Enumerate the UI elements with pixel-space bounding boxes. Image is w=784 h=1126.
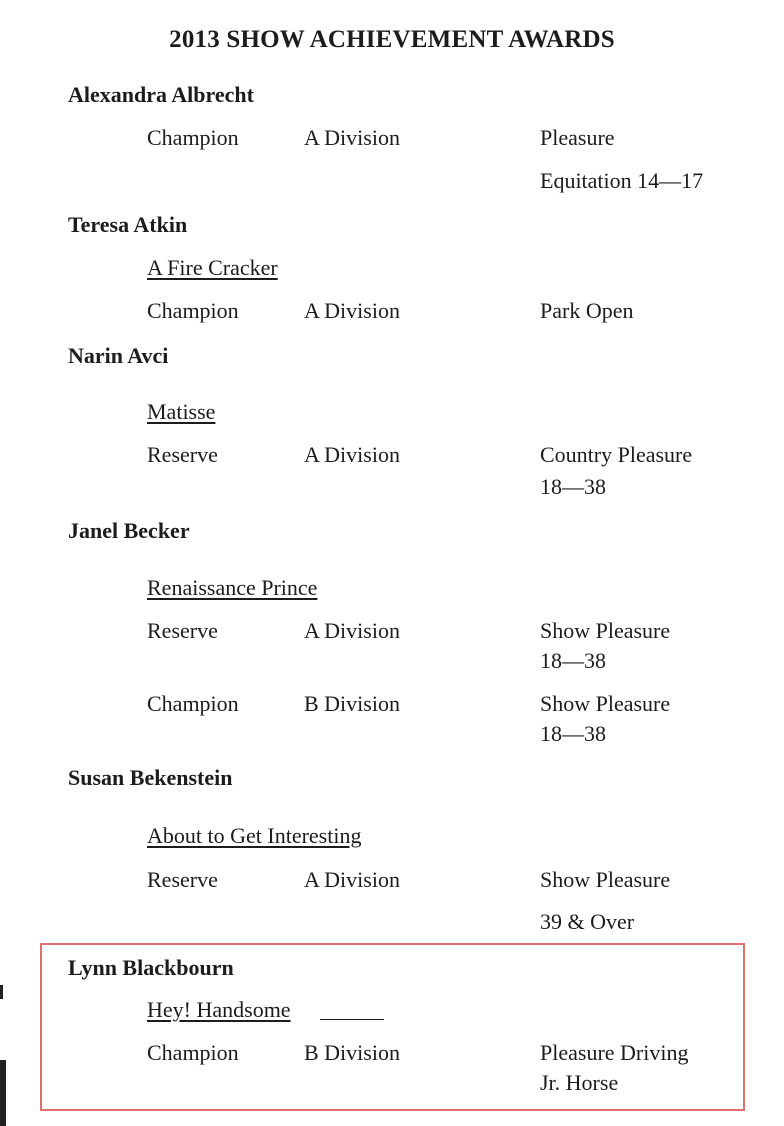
blank-underline [320, 1019, 384, 1020]
horse-name: Matisse [147, 399, 216, 424]
award-place: Reserve [147, 867, 218, 892]
entrant-name: Susan Bekenstein [68, 765, 233, 790]
entrant-name: Narin Avci [68, 343, 169, 368]
award-class: Country Pleasure [540, 442, 693, 467]
scan-edge-mark [0, 1060, 6, 1126]
award-division: B Division [304, 1040, 400, 1065]
award-place: Champion [147, 298, 239, 323]
award-division: A Division [304, 442, 400, 467]
award-class-detail: Jr. Horse [540, 1070, 619, 1095]
award-place: Champion [147, 691, 239, 716]
award-place: Reserve [147, 442, 218, 467]
award-division: A Division [304, 125, 400, 150]
horse-name: Hey! Handsome [147, 997, 291, 1022]
page-title: 2013 SHOW ACHIEVEMENT AWARDS [169, 26, 615, 53]
award-class-detail: 18—38 [540, 474, 606, 499]
entrant-name: Lynn Blackbourn [68, 955, 234, 980]
award-class: Show Pleasure [540, 691, 671, 716]
entrant-name: Teresa Atkin [68, 212, 188, 237]
horse-name: About to Get Interesting [147, 823, 362, 848]
award-division: A Division [304, 867, 400, 892]
award-class: Show Pleasure [540, 867, 671, 892]
award-class-detail: 18—38 [540, 721, 606, 746]
award-class: Show Pleasure [540, 618, 671, 643]
entrant-name: Alexandra Albrecht [68, 82, 254, 107]
award-place: Champion [147, 1040, 239, 1065]
award-division: A Division [304, 298, 400, 323]
award-class-detail: 39 & Over [540, 909, 635, 934]
award-class-detail: 18—38 [540, 648, 606, 673]
award-place: Reserve [147, 618, 218, 643]
award-place: Champion [147, 125, 239, 150]
award-class: Pleasure [540, 125, 615, 150]
scan-edge-mark [0, 985, 3, 999]
award-class-detail: Equitation 14—17 [540, 168, 704, 193]
entrant-name: Janel Becker [68, 518, 190, 543]
award-class: Park Open [540, 298, 634, 323]
horse-name: Renaissance Prince [147, 575, 318, 600]
award-division: B Division [304, 691, 400, 716]
award-division: A Division [304, 618, 400, 643]
award-class: Pleasure Driving [540, 1040, 689, 1065]
horse-name: A Fire Cracker [147, 255, 278, 280]
